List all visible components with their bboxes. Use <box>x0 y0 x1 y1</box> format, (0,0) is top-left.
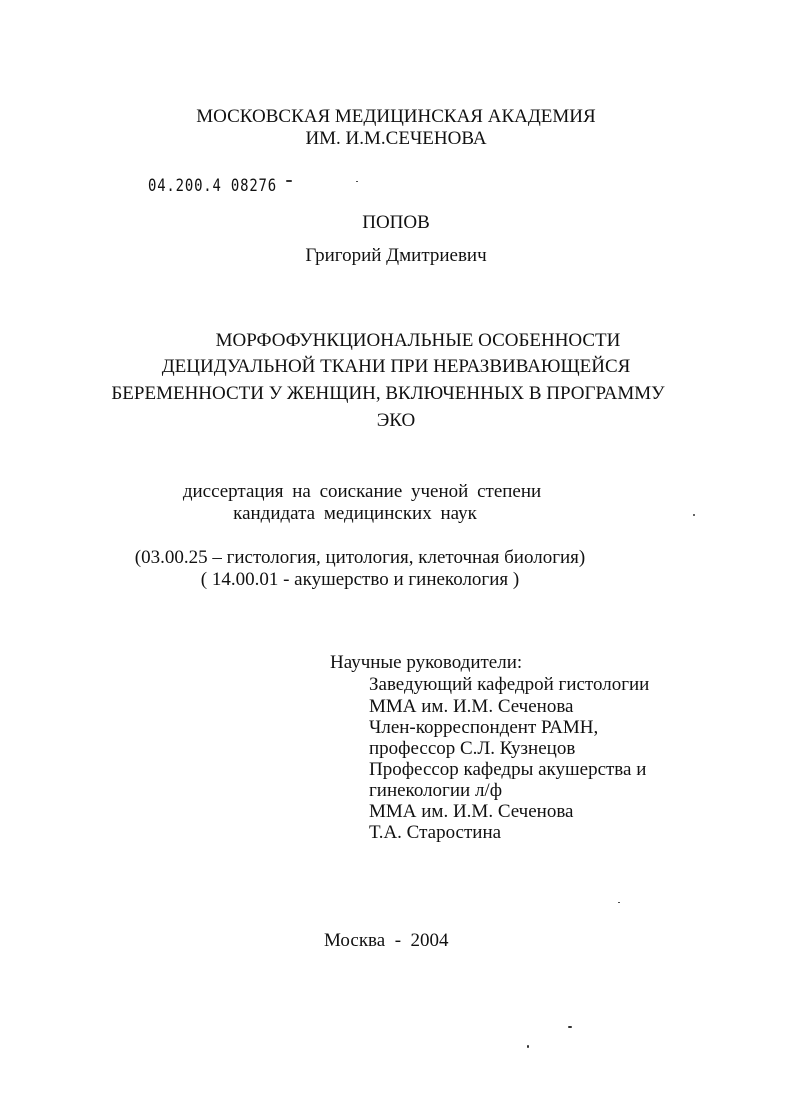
degree-line-2: кандидата медицинских наук <box>233 503 477 524</box>
scan-speck <box>618 902 620 903</box>
scan-speck <box>568 1026 572 1028</box>
supervisor-line-6: гинекологии л/ф <box>369 780 503 801</box>
supervisor-line-2: ММА им. И.М. Сеченова <box>369 696 574 717</box>
supervisor-line-7: ММА им. И.М. Сеченова <box>369 801 574 822</box>
title-line-1: МОРФОФУНКЦИОНАЛЬНЫЕ ОСОБЕННОСТИ <box>215 330 621 351</box>
registration-number: 04.200.4 08276 <box>148 176 277 196</box>
supervisor-line-4: профессор С.Л. Кузнецов <box>369 738 576 759</box>
scan-speck <box>527 1045 529 1048</box>
institution-line-1: МОСКОВСКАЯ МЕДИЦИНСКАЯ АКАДЕМИЯ <box>196 106 596 127</box>
title-line-2: ДЕЦИДУАЛЬНОЙ ТКАНИ ПРИ НЕРАЗВИВАЮЩЕЙСЯ <box>161 356 631 377</box>
scan-speck <box>356 181 358 182</box>
scan-speck <box>693 514 695 516</box>
title-line-4: ЭКО <box>376 410 416 431</box>
author-surname: ПОПОВ <box>362 212 430 233</box>
degree-line-1: диссертация на соискание ученой степени <box>182 481 542 502</box>
specialty-line-1: (03.00.25 – гистология, цитология, клеточная биология) <box>134 547 586 568</box>
supervisor-line-8: Т.А. Старостина <box>369 822 502 843</box>
specialty-line-2: ( 14.00.01 - акушерство и гинекология ) <box>200 569 520 590</box>
institution-line-2: ИМ. И.М.СЕЧЕНОВА <box>305 128 487 149</box>
supervisor-line-3: Член-корреспондент РАМН, <box>369 717 599 738</box>
supervisors-heading: Научные руководители: <box>330 652 523 673</box>
stamp-dash-mark <box>286 180 292 182</box>
supervisor-line-1: Заведующий кафедрой гистологии <box>369 674 650 695</box>
registration-number-stamp <box>148 176 277 196</box>
author-name: Григорий Дмитриевич <box>305 245 487 266</box>
city-year: Москва - 2004 <box>324 930 449 951</box>
supervisor-line-5: Профессор кафедры акушерства и <box>369 759 647 780</box>
title-line-3: БЕРЕМЕННОСТИ У ЖЕНЩИН, ВКЛЮЧЕННЫХ В ПРОГРАММУ <box>111 383 665 404</box>
